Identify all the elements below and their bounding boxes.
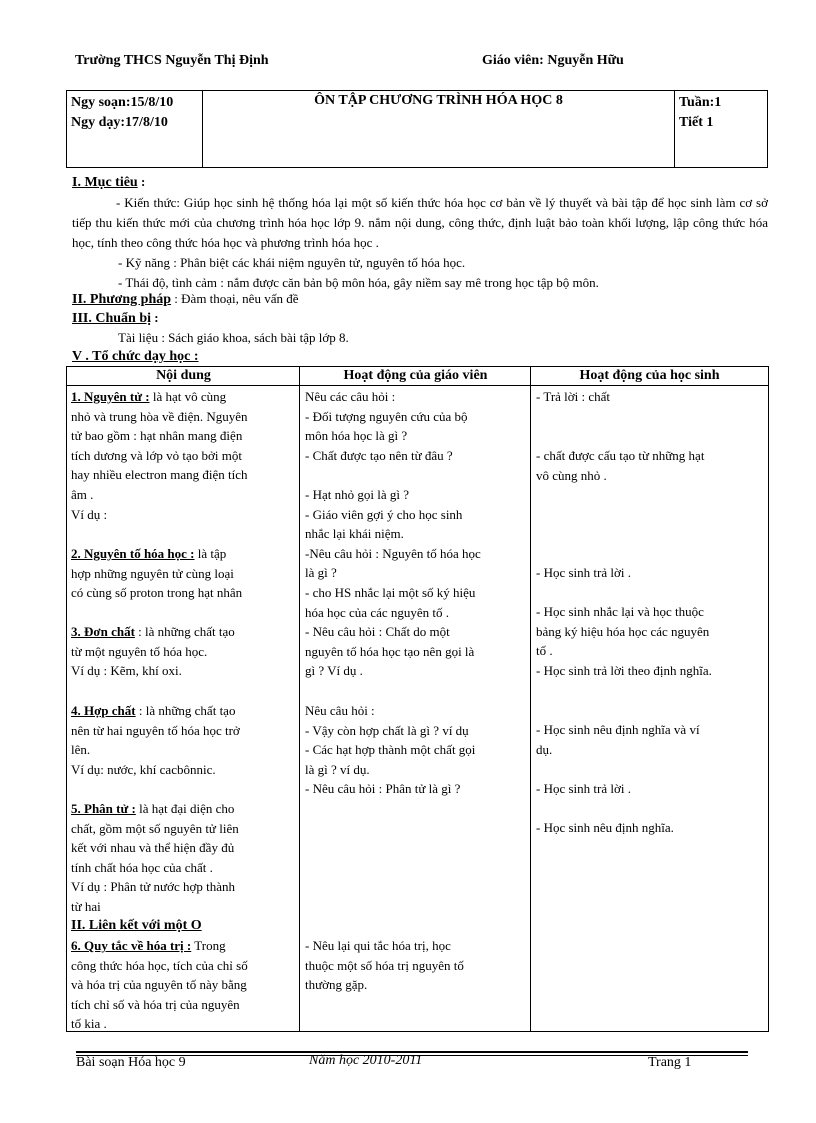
content-line: là tập bbox=[194, 546, 227, 561]
header-student-activity: Hoạt động của học sinh bbox=[579, 368, 720, 383]
methods-heading: II. Phương pháp bbox=[72, 292, 172, 307]
teacher-line: - cho HS nhắc lại một số ký hiệu bbox=[305, 584, 476, 600]
content-line: tích dương và lớp vỏ tạo bởi một bbox=[71, 447, 243, 463]
teacher-line: - Vậy còn hợp chất là gì ? ví dụ bbox=[305, 722, 469, 738]
content-lien-ket bbox=[71, 916, 202, 936]
lien-ket-title: II. Liên kết với một O bbox=[71, 918, 202, 933]
content-quy-tac-hoa-tri bbox=[71, 936, 248, 1034]
content-line: chất, gồm một số nguyên tử liên bbox=[71, 820, 239, 836]
lesson-info-table bbox=[66, 90, 768, 168]
content-line: lên. bbox=[71, 742, 91, 758]
header-content: Nội dung bbox=[156, 368, 211, 383]
student-line: dụ. bbox=[536, 741, 553, 757]
content-line: từ hai bbox=[71, 898, 101, 914]
student-line: - Học sinh nêu định nghĩa. bbox=[536, 820, 674, 835]
teacher-line: Nêu câu hỏi : bbox=[305, 703, 375, 718]
content-phan-tu bbox=[71, 799, 239, 917]
content-line: tính chất hóa học của chất . bbox=[71, 859, 213, 875]
teacher-line: - Giáo viên gợi ý cho học sinh bbox=[305, 506, 463, 522]
content-line: từ một nguyên tố hóa học. bbox=[71, 643, 208, 659]
content-nguyen-tu bbox=[71, 387, 248, 524]
lesson-title: ÔN TẬP CHƯƠNG TRÌNH HÓA HỌC 8 bbox=[203, 91, 675, 167]
teacher-line: hóa học của các nguyên tố . bbox=[305, 604, 450, 620]
content-column bbox=[67, 367, 300, 1031]
content-line: tố kia . bbox=[71, 1016, 107, 1032]
objective-knowledge: - Kiến thức: Giúp học sinh hệ thống hóa lại một số kiến thức hóa học cơ bản về lý thuyết và bài tập để học sinh làm cơ sở tiếp thu kiến thức mới của chương trình hóa học lớp 9. nắm nội dung, công thức, định luật bảo toàn khối lượng, lập công thức hóa học, tính theo công thức hóa học và phương trình hóa học . bbox=[72, 195, 768, 250]
footer-school-year: Năm học 2010-2011 bbox=[309, 1053, 423, 1068]
teacher-line: là gì ? ví dụ. bbox=[305, 761, 370, 777]
student-line: - Học sinh nhắc lại và học thuộc bbox=[536, 604, 704, 619]
content-line: có cùng số proton trong hạt nhân bbox=[71, 585, 243, 601]
student-line: - Học sinh nêu định nghĩa và ví bbox=[536, 722, 700, 737]
week-period-cell bbox=[675, 91, 767, 167]
student-line: - Học sinh trả lời . bbox=[536, 565, 631, 580]
organization-heading-wrap bbox=[72, 346, 199, 367]
teacher-block-1 bbox=[305, 387, 468, 465]
content-line: Ví dụ : Phân tử nước hợp thành bbox=[71, 879, 235, 895]
teacher-line: - Nêu lại qui tắc hóa trị, học bbox=[305, 938, 451, 953]
hop-chat-title: 4. Hợp chất bbox=[71, 703, 136, 718]
objectives-section bbox=[72, 172, 768, 293]
content-line: là hạt vô cùng bbox=[149, 389, 227, 404]
footer-page-number: Trang 1 bbox=[648, 1055, 692, 1070]
content-line: âm . bbox=[71, 486, 94, 502]
nguyen-to-title: 2. Nguyên tố hóa học : bbox=[71, 546, 195, 561]
teacher-line: -Nêu câu hỏi : Nguyên tố hóa học bbox=[305, 545, 481, 561]
teacher-block-2 bbox=[305, 485, 481, 681]
school-name: Trường THCS Nguyễn Thị Định bbox=[75, 53, 269, 68]
teacher-line: Nêu các câu hỏi : bbox=[305, 389, 396, 404]
objectives-heading: I. Mục tiêu bbox=[72, 175, 138, 190]
content-line: công thức hóa học, tích của chỉ số bbox=[71, 957, 248, 973]
student-line: tố . bbox=[536, 643, 553, 659]
student-line: - Học sinh trả lời theo định nghĩa. bbox=[536, 662, 712, 678]
content-hop-chat bbox=[71, 701, 240, 779]
student-line: - chất được cấu tạo từ những hạt bbox=[536, 448, 705, 463]
dates-cell bbox=[67, 91, 203, 167]
teacher-line: - Nêu câu hỏi : Phân tử là gì ? bbox=[305, 781, 461, 797]
don-chat-title: 3. Đơn chất bbox=[71, 624, 135, 639]
content-nguyen-to bbox=[71, 544, 242, 603]
teacher-block-3 bbox=[305, 701, 475, 799]
objectives-colon: : bbox=[137, 174, 146, 189]
teacher-line: - Các hạt hợp thành một chất gọi bbox=[305, 742, 476, 758]
preparation-colon: : bbox=[151, 310, 159, 325]
student-line: - Học sinh trả lời . bbox=[536, 781, 631, 796]
week: Tuần:1 bbox=[679, 95, 722, 110]
content-line: hợp những nguyên tử cùng loại bbox=[71, 565, 234, 581]
period: Tiết 1 bbox=[679, 115, 714, 130]
header-teacher-activity: Hoạt động của giáo viên bbox=[343, 368, 488, 383]
content-line: Ví dụ: nước, khí cacbônnic. bbox=[71, 761, 216, 777]
preparation-section bbox=[72, 308, 159, 329]
methods-section bbox=[72, 289, 298, 310]
teacher-line: - Chất được tạo nên từ đâu ? bbox=[305, 447, 453, 463]
teacher-name: Giáo viên: Nguyễn Hữu bbox=[482, 53, 624, 68]
teacher-line: nhắc lại khái niệm. bbox=[305, 526, 404, 542]
teach-date: Ngy dạy:17/8/10 bbox=[71, 115, 168, 130]
student-line: - Trả lời : chất bbox=[536, 389, 611, 404]
objective-attitude: - Thái độ, tình cảm : nắm được căn bản bộ môn hóa, gây niềm say mê trong học tập bộ môn. bbox=[118, 275, 599, 290]
student-block-2 bbox=[536, 446, 704, 485]
teacher-line: thường gặp. bbox=[305, 977, 368, 993]
organization-heading: V . Tổ chức dạy học : bbox=[72, 349, 199, 364]
content-line: Trong bbox=[191, 938, 226, 953]
student-line: vô cùng nhỏ . bbox=[536, 467, 607, 483]
teacher-line: - Hạt nhỏ gọi là gì ? bbox=[305, 487, 409, 502]
quy-tac-title: 6. Quy tắc về hóa trị : bbox=[71, 938, 192, 953]
content-line: tử bao gồm : hạt nhân mang điện bbox=[71, 428, 243, 444]
content-line: và hóa trị của nguyên tố này bằng bbox=[71, 977, 247, 993]
student-activity-column bbox=[531, 367, 768, 1031]
teacher-line: thuộc một số hóa trị nguyên tố bbox=[305, 957, 464, 973]
teacher-line: - Đối tượng nguyên cứu của bộ bbox=[305, 408, 468, 424]
teacher-line: - Nêu câu hỏi : Chất do một bbox=[305, 624, 450, 640]
content-line: : là những chất tạo bbox=[135, 703, 236, 718]
objective-skills: - Kỹ năng : Phân biệt các khái niệm nguyên tử, nguyên tố hóa học. bbox=[118, 255, 466, 270]
content-line: là hạt đại diện cho bbox=[135, 801, 235, 816]
nguyen-tu-title: 1. Nguyên tử : bbox=[71, 389, 150, 404]
content-line: nhỏ và trung hòa về điện. Nguyên bbox=[71, 408, 248, 424]
content-line: kết với nhau và thể hiện đầy đủ bbox=[71, 840, 235, 856]
footer-doc-name: Bài soạn Hóa học 9 bbox=[76, 1055, 186, 1070]
content-line: : là những chất tạo bbox=[134, 624, 235, 639]
prep-date: Ngy soạn:15/8/10 bbox=[71, 95, 174, 110]
student-line: bảng ký hiệu hóa học các nguyên bbox=[536, 623, 710, 639]
preparation-heading: III. Chuẩn bị bbox=[72, 311, 151, 326]
teacher-block-4 bbox=[305, 936, 464, 995]
student-block-5 bbox=[536, 720, 700, 759]
content-line: Ví dụ : Kẽm, khí oxi. bbox=[71, 663, 182, 679]
content-line: nên từ hai nguyên tố hóa học trở bbox=[71, 722, 240, 738]
content-line: Ví dụ : bbox=[71, 506, 108, 522]
teacher-line: là gì ? bbox=[305, 565, 337, 581]
phan-tu-title: 5. Phân tử : bbox=[71, 801, 136, 816]
teaching-activities-table bbox=[66, 366, 769, 1032]
content-line: tích chỉ số và hóa trị của nguyên bbox=[71, 996, 240, 1012]
teacher-line: gì ? Ví dụ . bbox=[305, 663, 363, 679]
content-line: hay nhiều electron mang điện tích bbox=[71, 467, 248, 483]
teacher-line: nguyên tố hóa học tạo nên gọi là bbox=[305, 643, 475, 659]
preparation-docs: Tài liệu : Sách giáo khoa, sách bài tập lớp 8. bbox=[118, 330, 349, 345]
teacher-activity-column bbox=[300, 367, 531, 1031]
student-block-4 bbox=[536, 602, 712, 680]
teacher-line: môn hóa học là gì ? bbox=[305, 428, 408, 444]
methods-text: : Đàm thoại, nêu vấn đề bbox=[171, 291, 299, 306]
content-don-chat bbox=[71, 622, 235, 681]
